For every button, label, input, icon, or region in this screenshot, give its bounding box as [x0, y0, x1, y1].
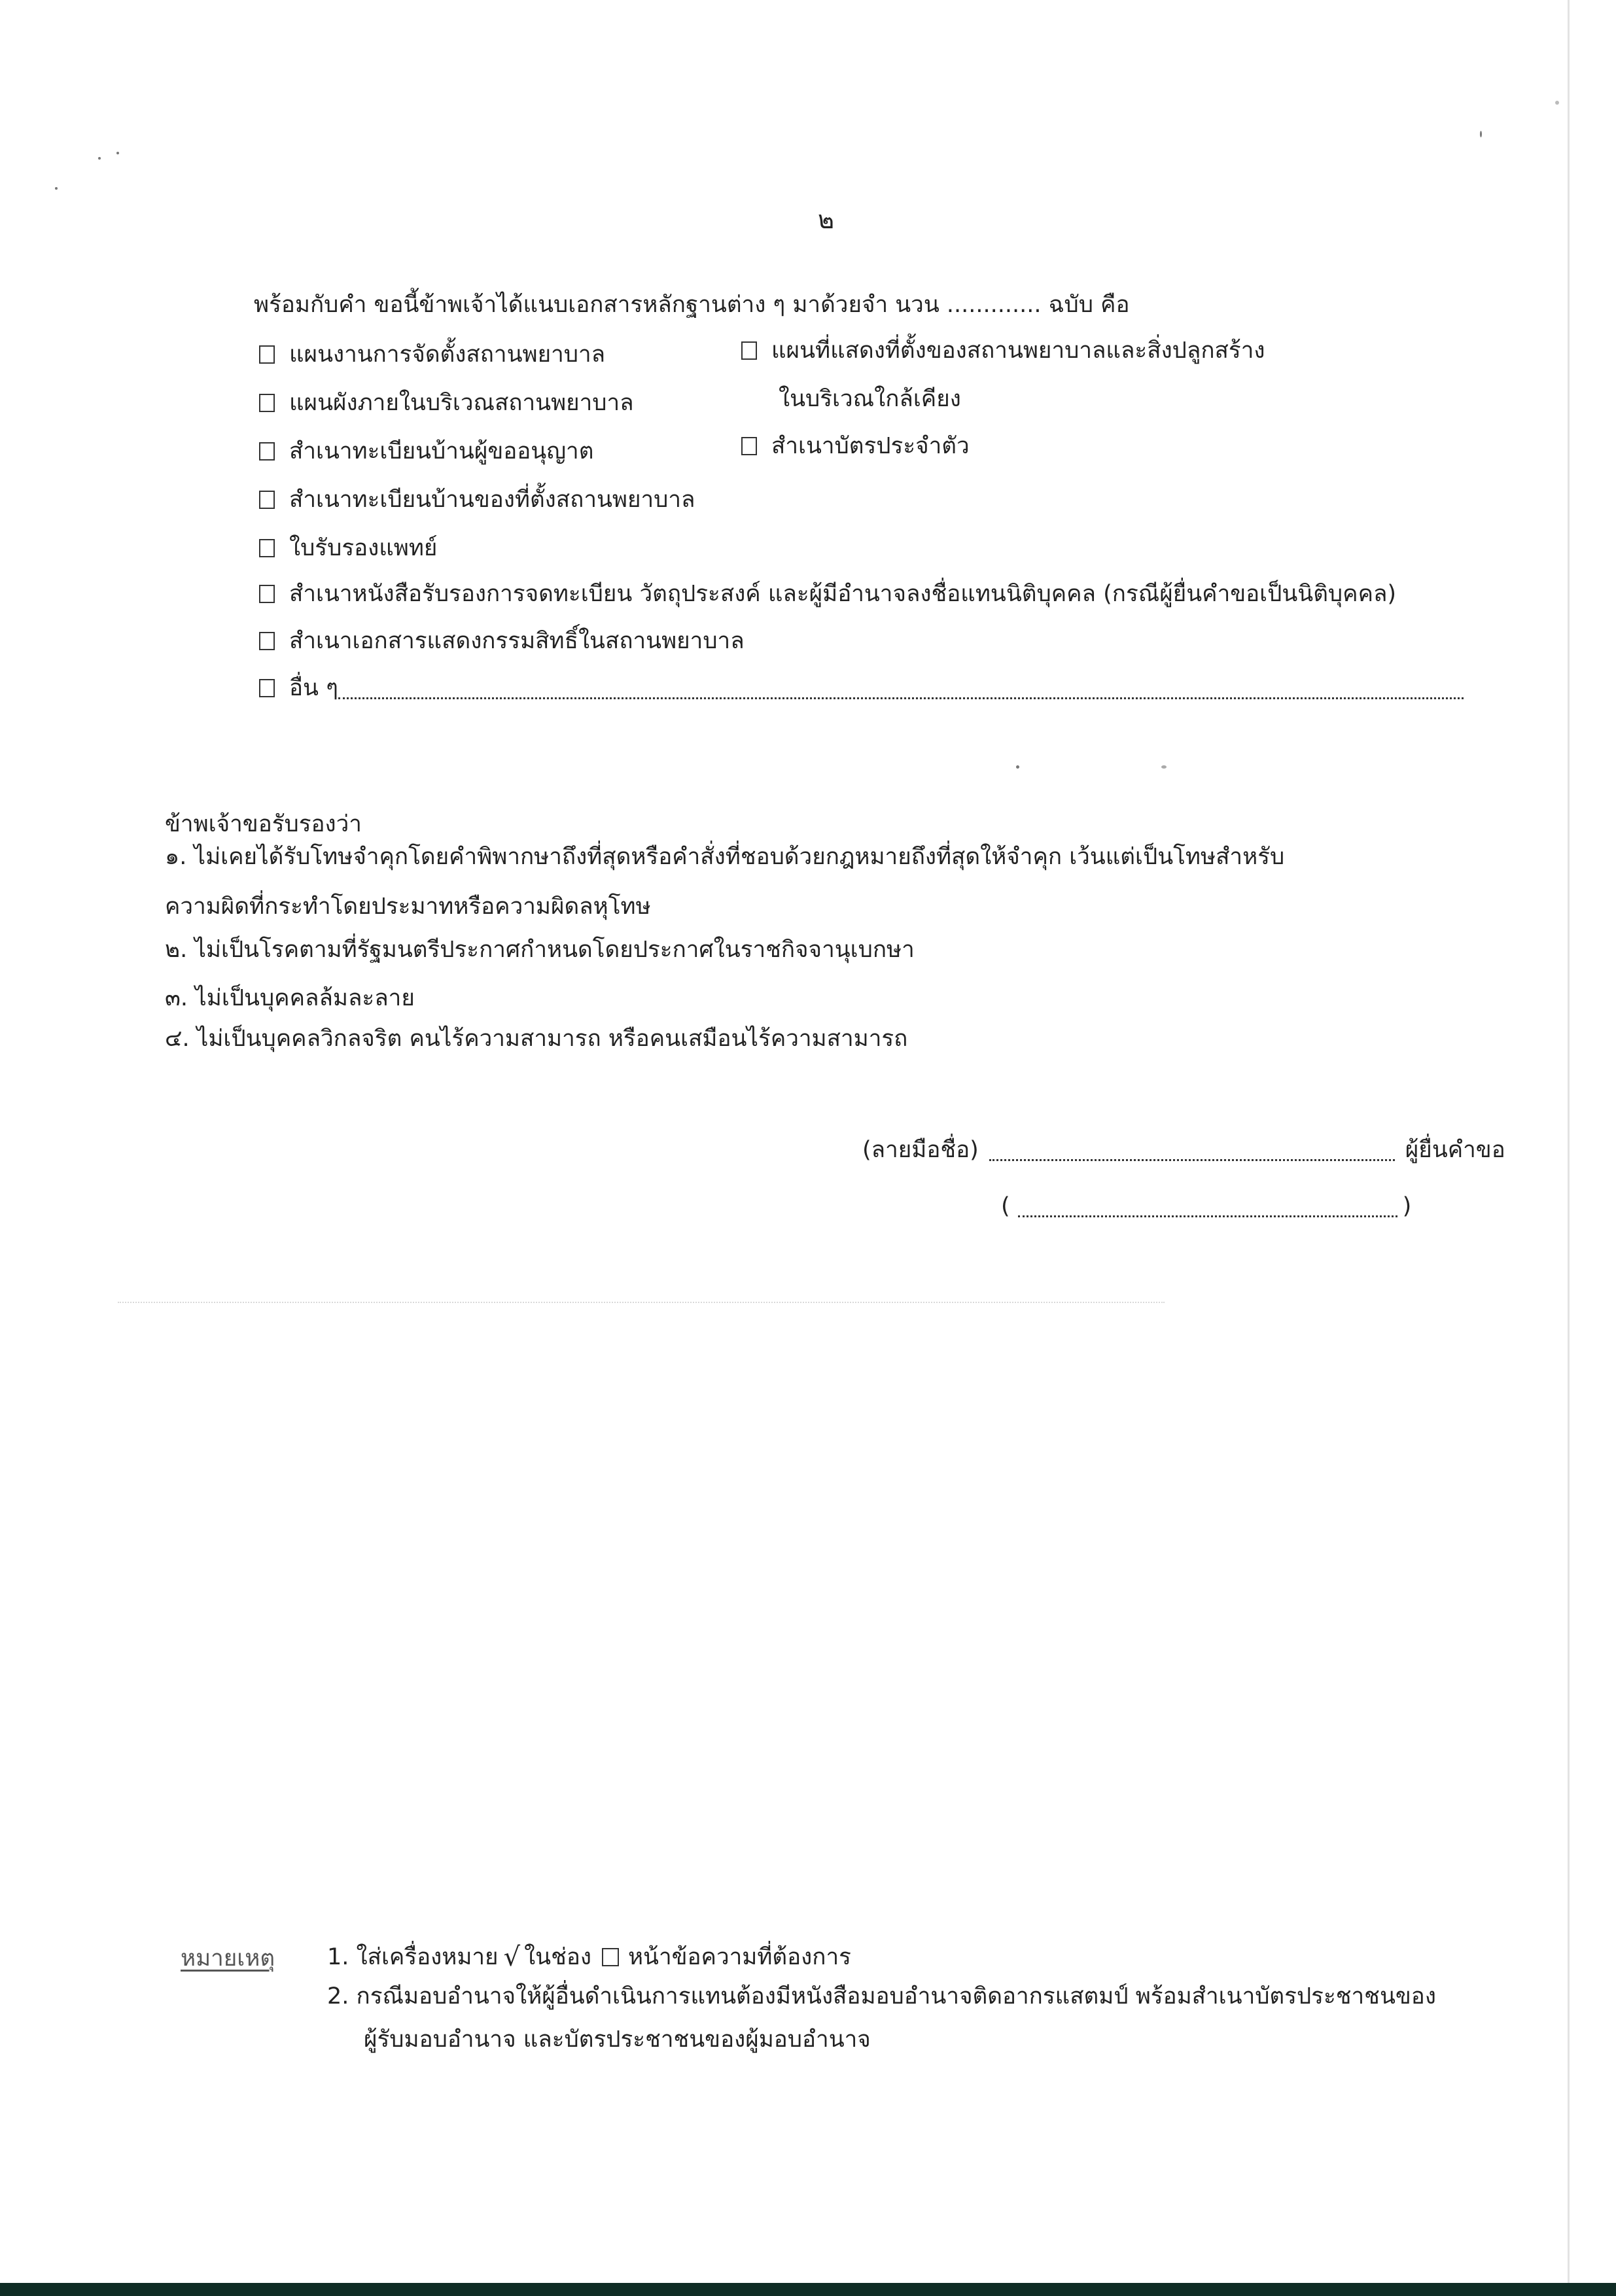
checkbox-icon [602, 1948, 619, 1966]
checkbox[interactable] [259, 539, 275, 557]
attachment-label: สำเนาหนังสือรับรองการจดทะเบียน วัตถุประสงค์ และผู้มีอำนาจลงชื่อแทนนิติบุคคล (กรณีผู้ยื่นคำขอเป็นนิติบุคคล) [289, 581, 1397, 607]
signature-field[interactable] [989, 1139, 1395, 1161]
signature-role: ผู้ยื่นคำขอ [1405, 1137, 1505, 1163]
attachment-label: สำเนาทะเบียนบ้านผู้ขออนุญาต [289, 438, 594, 464]
note-2-line-2: ผู้รับมอบอำนาจ และบัตรประชาชนของผู้มอบอำนาจ [364, 2026, 871, 2053]
checkbox[interactable] [259, 491, 275, 509]
scan-speck [1161, 765, 1167, 769]
scan-speck [55, 187, 58, 190]
attachment-label: อื่น ๆ [289, 675, 338, 701]
attachment-label: สำเนาเอกสารแสดงกรรมสิทธิ์ในสถานพยาบาล [289, 628, 745, 654]
attachment-item[interactable] [741, 432, 970, 461]
close-paren: ) [1402, 1193, 1412, 1219]
signature-label: (ลายมือชื่อ) [862, 1137, 979, 1163]
attachment-item[interactable] [259, 485, 695, 514]
scan-speck [1480, 131, 1482, 137]
note-1-suffix: หน้าข้อความที่ต้องการ [627, 1944, 851, 1970]
page-number: ๒ [818, 205, 835, 234]
certification-line: ๓. ไม่เป็นบุคคลล้มละลาย [165, 985, 415, 1011]
attachment-item[interactable] [259, 437, 593, 466]
note-1 [327, 1943, 851, 1972]
attachment-label: แผนผังภายในบริเวณสถานพยาบาล [289, 390, 634, 416]
attachment-label: แผนที่แสดงที่ตั้งของสถานพยาบาลและสิ่งปลูกสร้าง [771, 338, 1265, 364]
certification-heading: ข้าพเจ้าขอรับรองว่า [165, 811, 362, 837]
attachments-intro: พร้อมกับคำ ขอนี้ข้าพเจ้าได้แนบเอกสารหลักฐานต่าง ๆ มาด้วยจำ นวน ............. ฉบับ คือ [254, 292, 1130, 318]
scan-speck [116, 152, 119, 154]
checkbox[interactable] [741, 341, 757, 360]
scan-speck [1016, 765, 1019, 769]
attachment-label: สำเนาบัตรประจำตัว [771, 433, 970, 459]
scan-line [1568, 0, 1570, 2283]
certification-line: ความผิดที่กระทำโดยประมาทหรือความผิดลหุโทษ [165, 894, 651, 920]
checkbox[interactable] [259, 442, 275, 461]
certification-line: ๑. ไม่เคยได้รับโทษจำคุกโดยคำพิพากษาถึงที่สุดหรือคำสั่งที่ชอบด้วยกฎหมายถึงที่สุดให้จำคุก เว้นแต่เป็นโทษสำหรับ [165, 844, 1285, 870]
note-2-line-1: 2. กรณีมอบอำนาจให้ผู้อื่นดำเนินการแทนต้องมีหนังสือมอบอำนาจติดอากรแสตมป์ พร้อมสำเนาบัตรประชาชนของ [327, 1983, 1436, 2009]
checkbox[interactable] [741, 437, 757, 455]
signature-line [862, 1136, 1505, 1164]
note-1-prefix: 1. ใส่เครื่องหมาย [327, 1944, 499, 1970]
attachment-item[interactable] [259, 340, 605, 369]
printed-name-line [1001, 1192, 1411, 1221]
attachment-label: สำเนาทะเบียนบ้านของที่ตั้งสถานพยาบาล [289, 487, 695, 513]
checkmark-icon: √ [503, 1942, 521, 1972]
checkbox[interactable] [259, 345, 275, 364]
checkbox[interactable] [259, 585, 275, 603]
printed-name-field[interactable] [1018, 1196, 1397, 1217]
attachment-item-other[interactable] [259, 674, 1464, 703]
attachment-label-continuation: ในบริเวณใกล้เคียง [779, 386, 961, 412]
attachment-item[interactable] [259, 389, 634, 417]
note-1-mid: ในช่อง [524, 1944, 591, 1970]
certification-line: ๔. ไม่เป็นบุคคลวิกลจริต คนไร้ความสามารถ หรือคนเสมือนไร้ความสามารถ [165, 1026, 908, 1052]
notes-label: หมายเหตุ [181, 1945, 275, 1972]
scan-speck [98, 157, 101, 160]
certification-line: ๒. ไม่เป็นโรคตามที่รัฐมนตรีประกาศกำหนดโดยประกาศในราชกิจจานุเบกษา [165, 937, 915, 963]
attachment-item[interactable] [741, 336, 1265, 365]
attachment-label: ใบรับรองแพทย์ [289, 535, 438, 561]
attachment-item[interactable] [259, 534, 437, 563]
checkbox[interactable] [259, 632, 275, 650]
attachment-item[interactable] [259, 580, 1396, 608]
other-details-field[interactable] [338, 678, 1464, 699]
attachment-label: แผนงานการจัดตั้งสถานพยาบาล [289, 341, 606, 368]
scan-edge-bar [0, 2283, 1616, 2296]
attachment-item[interactable] [259, 627, 745, 655]
scan-speck [1555, 101, 1559, 105]
scan-artifact-line [118, 1302, 1165, 1303]
open-paren: ( [1001, 1193, 1010, 1219]
checkbox[interactable] [259, 394, 275, 412]
checkbox[interactable] [259, 679, 275, 697]
